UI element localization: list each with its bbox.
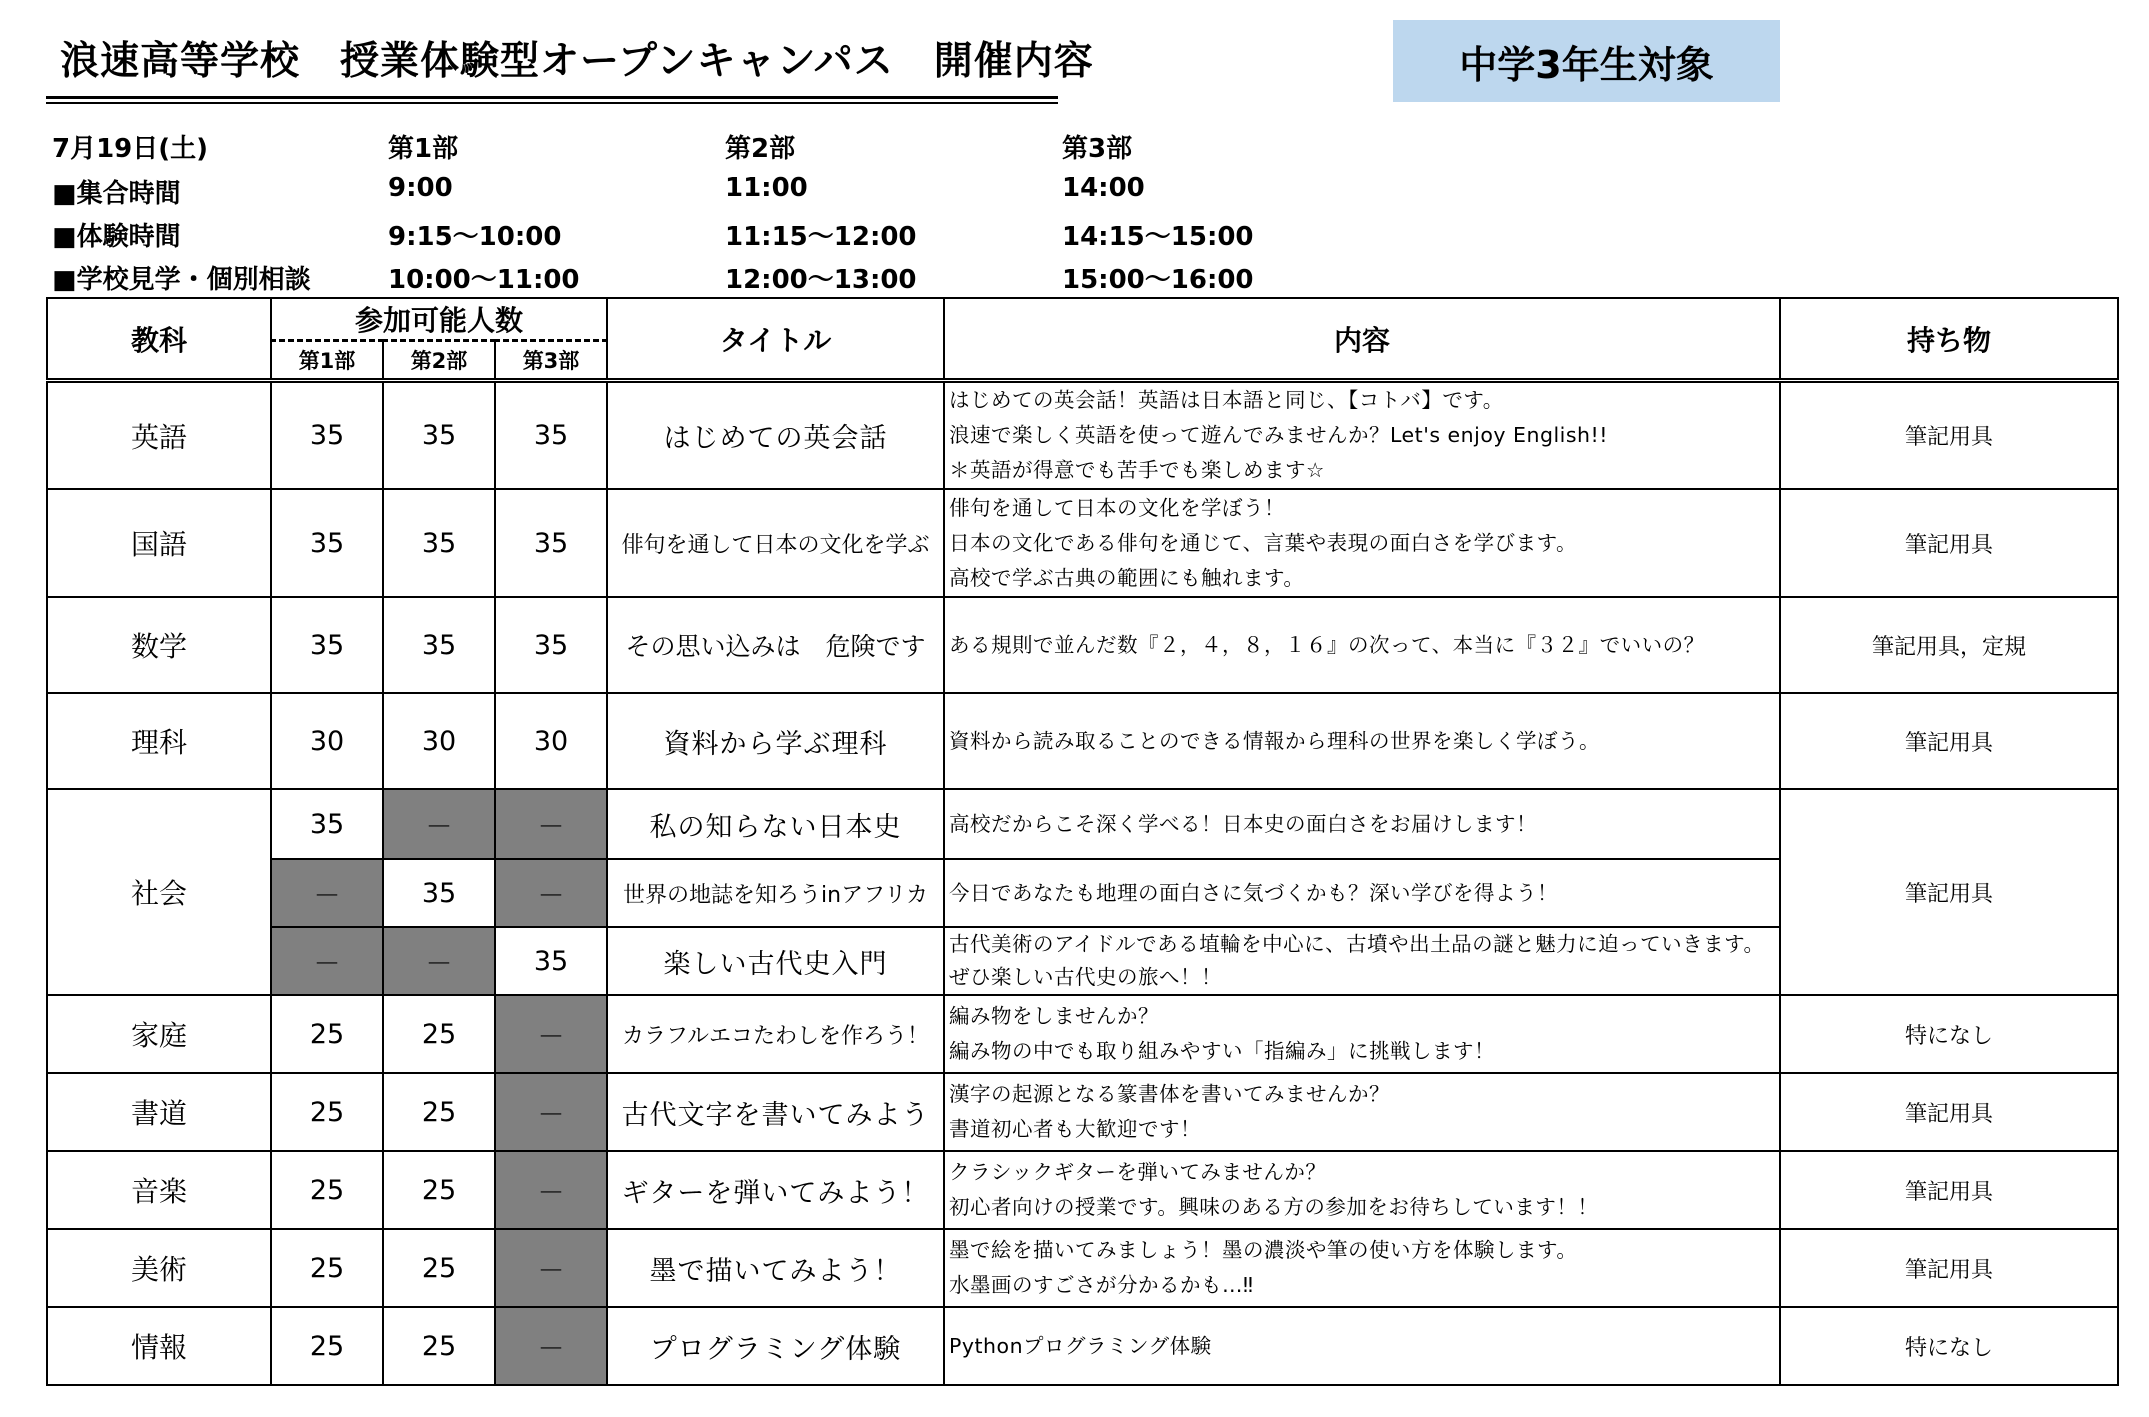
capacity-cell: 30 — [271, 693, 383, 789]
subject-cell: 美術 — [47, 1229, 271, 1307]
title-cell: 私の知らない日本史 — [607, 789, 944, 859]
content-line: 水墨画のすごさが分かるかも…‼ — [949, 1273, 1254, 1297]
title-cell: はじめての英会話 — [607, 381, 944, 490]
header-title: タイトル — [607, 298, 944, 381]
capacity-cell: 35 — [383, 381, 495, 490]
title-cell: 墨で描いてみよう！ — [607, 1229, 944, 1307]
subject-cell: 理科 — [47, 693, 271, 789]
content-line: ある規則で並んだ数『２，４，８，１６』の次って、本当に『３２』でいいの？ — [949, 632, 1705, 657]
content-line: 書道初心者も大歓迎です！ — [949, 1117, 1201, 1141]
subject-cell: 国語 — [47, 489, 271, 597]
capacity-cell: 25 — [383, 1151, 495, 1229]
belongings-cell: 筆記用具 — [1780, 1229, 2118, 1307]
content-line: 初心者向けの授業です。興味のある方の参加をお待ちしています！！ — [949, 1195, 1599, 1219]
title-cell: 世界の地誌を知ろうinアフリカ — [607, 859, 944, 927]
header-belongings: 持ち物 — [1780, 298, 2118, 381]
header-part-3: 第3部 — [495, 341, 607, 381]
capacity-cell: 25 — [383, 1073, 495, 1151]
table-row — [47, 597, 2118, 693]
table-row — [47, 1229, 2118, 1307]
header-subject: 教科 — [47, 298, 271, 381]
header-capacity: 参加可能人数 — [271, 298, 607, 341]
content-line: ＊英語が得意でも苦手でも楽しめます☆ — [949, 458, 1325, 482]
capacity-unavailable-cell: － — [495, 1229, 607, 1307]
capacity-cell: 30 — [383, 693, 495, 789]
title-cell: 古代文字を書いてみよう — [607, 1073, 944, 1151]
capacity-unavailable-cell: － — [383, 789, 495, 859]
capacity-unavailable-cell: － — [495, 789, 607, 859]
content-line: 古代美術のアイドルである埴輪を中心に、古墳や出土品の謎と魅力に迫っていきます。 — [949, 932, 1765, 956]
capacity-cell: 30 — [495, 693, 607, 789]
table-row — [47, 1307, 2118, 1385]
title-cell: 資料から学ぶ理科 — [607, 693, 944, 789]
belongings-cell: 筆記用具 — [1780, 489, 2118, 597]
table-row — [47, 995, 2118, 1073]
capacity-cell: 25 — [271, 1229, 383, 1307]
capacity-unavailable-cell: － — [271, 859, 383, 927]
capacity-unavailable-cell: － — [495, 859, 607, 927]
capacity-cell: 35 — [495, 927, 607, 995]
belongings-cell: 筆記用具 — [1780, 1151, 2118, 1229]
capacity-unavailable-cell: － — [495, 1307, 607, 1385]
content-cell — [944, 489, 1780, 597]
subject-cell: 英語 — [47, 381, 271, 490]
capacity-cell: 35 — [383, 489, 495, 597]
assembly-time-part-3: 14:00 — [1062, 173, 1145, 203]
table-row — [47, 381, 2118, 490]
assembly-time-part-2: 11:00 — [725, 173, 808, 203]
table-row — [47, 693, 2118, 789]
content-cell — [944, 859, 1780, 927]
subject-cell: 数学 — [47, 597, 271, 693]
capacity-cell: 35 — [271, 489, 383, 597]
capacity-unavailable-cell: － — [495, 1151, 607, 1229]
belongings-cell: 筆記用具，定規 — [1780, 597, 2118, 693]
content-line: 編み物をしませんか？ — [949, 1004, 1159, 1028]
content-line: はじめての英会話！英語は日本語と同じ、【コトバ】です。 — [949, 388, 1504, 412]
content-cell — [944, 1151, 1780, 1229]
belongings-cell: 特になし — [1780, 1307, 2118, 1385]
capacity-cell: 25 — [271, 995, 383, 1073]
content-cell — [944, 927, 1780, 995]
capacity-cell: 25 — [271, 1151, 383, 1229]
capacity-cell: 25 — [271, 1073, 383, 1151]
content-cell — [944, 597, 1780, 693]
capacity-cell: 25 — [383, 1307, 495, 1385]
content-line: Pythonプログラミング体験 — [949, 1333, 1212, 1358]
belongings-cell: 筆記用具 — [1780, 693, 2118, 789]
table-row — [47, 1073, 2118, 1151]
assembly-time-part-1: 9:00 — [388, 173, 453, 203]
capacity-unavailable-cell: － — [495, 995, 607, 1073]
title-cell: 楽しい古代史入門 — [607, 927, 944, 995]
capacity-cell: 35 — [495, 489, 607, 597]
capacity-unavailable-cell: － — [495, 1073, 607, 1151]
title-cell: プログラミング体験 — [607, 1307, 944, 1385]
capacity-cell: 35 — [383, 859, 495, 927]
content-cell — [944, 1073, 1780, 1151]
event-date: 7月19日(土) — [52, 134, 209, 164]
belongings-cell: 筆記用具 — [1780, 789, 2118, 995]
experience-time-label: ■体験時間 — [52, 222, 181, 252]
content-line: 俳句を通して日本の文化を学ぼう！ — [949, 495, 1285, 520]
experience-time-part-1: 9:15～10:00 — [388, 222, 562, 252]
capacity-cell: 25 — [383, 995, 495, 1073]
capacity-cell: 35 — [495, 381, 607, 490]
content-line: 日本の文化である俳句を通じて、言葉や表現の面白さを学びます。 — [949, 530, 1577, 555]
content-line: 高校だからこそ深く学べる！日本史の面白さをお届けします！ — [949, 811, 1537, 836]
subject-cell: 社会 — [47, 789, 271, 995]
tour-consult-part-3: 15:00～16:00 — [1062, 265, 1254, 295]
title-underline-second — [46, 102, 1058, 104]
table-row — [47, 789, 2118, 859]
part-2-heading: 第2部 — [725, 134, 796, 164]
assembly-time-label: ■集合時間 — [52, 179, 181, 209]
capacity-cell: 35 — [271, 789, 383, 859]
content-line: 高校で学ぶ古典の範囲にも触れます。 — [949, 565, 1305, 590]
title-cell: その思い込みは 危険です — [607, 597, 944, 693]
tour-consult-part-2: 12:00～13:00 — [725, 265, 917, 295]
content-line: ぜひ楽しい古代史の旅へ！！ — [949, 965, 1222, 989]
page-title: 浪速高等学校 授業体験型オープンキャンパス 開催内容 — [60, 39, 1094, 84]
content-line: 漢字の起源となる篆書体を書いてみませんか？ — [949, 1082, 1390, 1106]
experience-time-part-3: 14:15～15:00 — [1062, 222, 1254, 252]
tour-consult-label: ■学校見学・個別相談 — [52, 265, 311, 295]
subject-cell: 音楽 — [47, 1151, 271, 1229]
content-line: 編み物の中でも取り組みやすい「指編み」に挑戦します！ — [949, 1039, 1495, 1063]
title-cell: ギターを弾いてみよう！ — [607, 1151, 944, 1229]
capacity-cell: 35 — [271, 597, 383, 693]
part-1-heading: 第1部 — [388, 134, 459, 164]
belongings-cell: 筆記用具 — [1780, 1073, 2118, 1151]
capacity-cell: 25 — [271, 1307, 383, 1385]
subject-cell: 家庭 — [47, 995, 271, 1073]
class-table — [46, 297, 2119, 1386]
capacity-unavailable-cell: － — [383, 927, 495, 995]
content-cell — [944, 1307, 1780, 1385]
header-part-1: 第1部 — [271, 341, 383, 381]
content-line: 墨で絵を描いてみましょう！墨の濃淡や筆の使い方を体験します。 — [949, 1238, 1578, 1262]
content-cell — [944, 789, 1780, 859]
tour-consult-part-1: 10:00～11:00 — [388, 265, 580, 295]
experience-time-part-2: 11:15～12:00 — [725, 222, 917, 252]
table-row — [47, 489, 2118, 597]
content-line: クラシックギターを弾いてみませんか？ — [949, 1160, 1327, 1184]
header-part-2: 第2部 — [383, 341, 495, 381]
title-cell: カラフルエコたわしを作ろう！ — [607, 995, 944, 1073]
title-underline — [46, 96, 1058, 99]
capacity-unavailable-cell: － — [271, 927, 383, 995]
content-line: 浪速で楽しく英語を使って遊んでみませんか？Let's enjoy English!! — [949, 423, 1608, 447]
belongings-cell: 特になし — [1780, 995, 2118, 1073]
belongings-cell: 筆記用具 — [1780, 381, 2118, 490]
table-row — [47, 1151, 2118, 1229]
content-line: 今日であなたも地理の面白さに気づくかも？深い学びを得よう！ — [949, 880, 1558, 905]
title-cell: 俳句を通して日本の文化を学ぶ — [607, 489, 944, 597]
part-3-heading: 第3部 — [1062, 134, 1133, 164]
capacity-cell: 35 — [495, 597, 607, 693]
capacity-cell: 25 — [383, 1229, 495, 1307]
content-line: 資料から読み取ることのできる情報から理科の世界を楽しく学ぼう。 — [949, 728, 1600, 753]
content-cell — [944, 1229, 1780, 1307]
content-cell — [944, 693, 1780, 789]
content-cell — [944, 381, 1780, 490]
capacity-cell: 35 — [383, 597, 495, 693]
target-audience-badge: 中学3年生対象 — [1393, 20, 1780, 102]
capacity-cell: 35 — [271, 381, 383, 490]
subject-cell: 書道 — [47, 1073, 271, 1151]
header-content: 内容 — [944, 298, 1780, 381]
content-cell — [944, 995, 1780, 1073]
subject-cell: 情報 — [47, 1307, 271, 1385]
